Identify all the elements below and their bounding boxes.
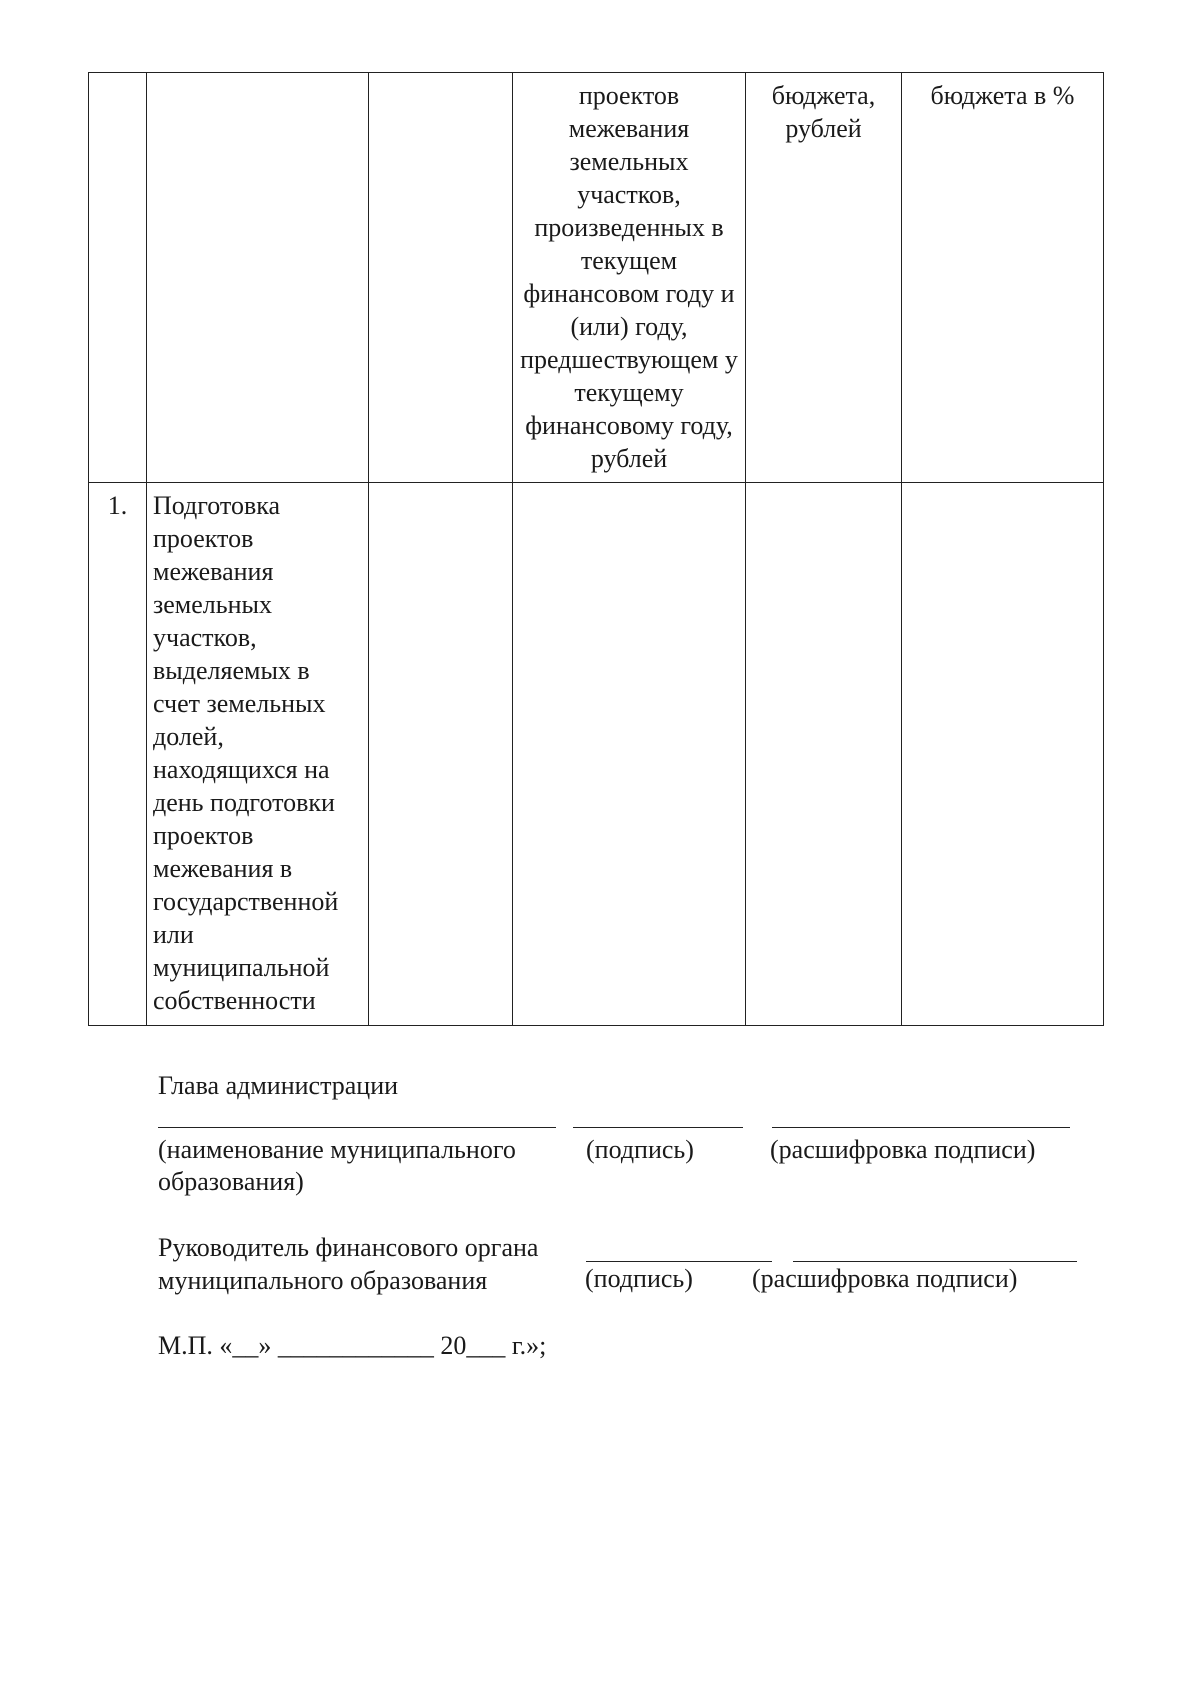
decoding-line [772, 1127, 1070, 1128]
finance-head-subtitle: муниципального образования [158, 1266, 488, 1295]
finance-signature-line [586, 1261, 772, 1262]
finance-decoding-label: (расшифровка подписи) [752, 1264, 1018, 1293]
row-cell-6 [902, 483, 1104, 1026]
header-cell-budget-rubles: бюджета, рублей [746, 73, 902, 483]
row-cell-4 [513, 483, 746, 1026]
table-row [89, 483, 1104, 1026]
signature-line [573, 1127, 743, 1128]
header-cell-3 [369, 73, 513, 483]
decoding-label: (расшифровка подписи) [770, 1135, 1036, 1164]
finance-decoding-line [793, 1261, 1077, 1262]
row-cell-5 [746, 483, 902, 1026]
header-cell-name [147, 73, 369, 483]
header-cell-number [89, 73, 147, 483]
row-cell-3 [369, 483, 513, 1026]
finance-head-title: Руководитель финансового органа [158, 1233, 539, 1262]
municipality-label: (наименование муниципального образования) [158, 1135, 516, 1196]
row-description: Подготовка проектов межевания земельных участков, выделяемых в счет земельных долей, находящихся на день подготовки проектов межевания в государственной или муниципальной собственности [147, 483, 369, 1026]
header-cell-project-costs: проектов межевания земельных участков, произведенных в текущем финансовом году и (или) году, предшествующем у текущему финансовому году, рублей [513, 73, 746, 483]
budget-table [88, 72, 1104, 1026]
header-cell-budget-percent: бюджета в % [902, 73, 1104, 483]
stamp-date-line: М.П. «__» ____________ 20___ г.»; [158, 1331, 547, 1360]
head-title: Глава администрации [158, 1071, 399, 1100]
table-header-row [89, 73, 1104, 483]
row-number: 1. [89, 483, 147, 1026]
finance-signature-label: (подпись) [585, 1264, 693, 1293]
municipality-line [158, 1127, 556, 1128]
signature-label: (подпись) [586, 1135, 694, 1164]
